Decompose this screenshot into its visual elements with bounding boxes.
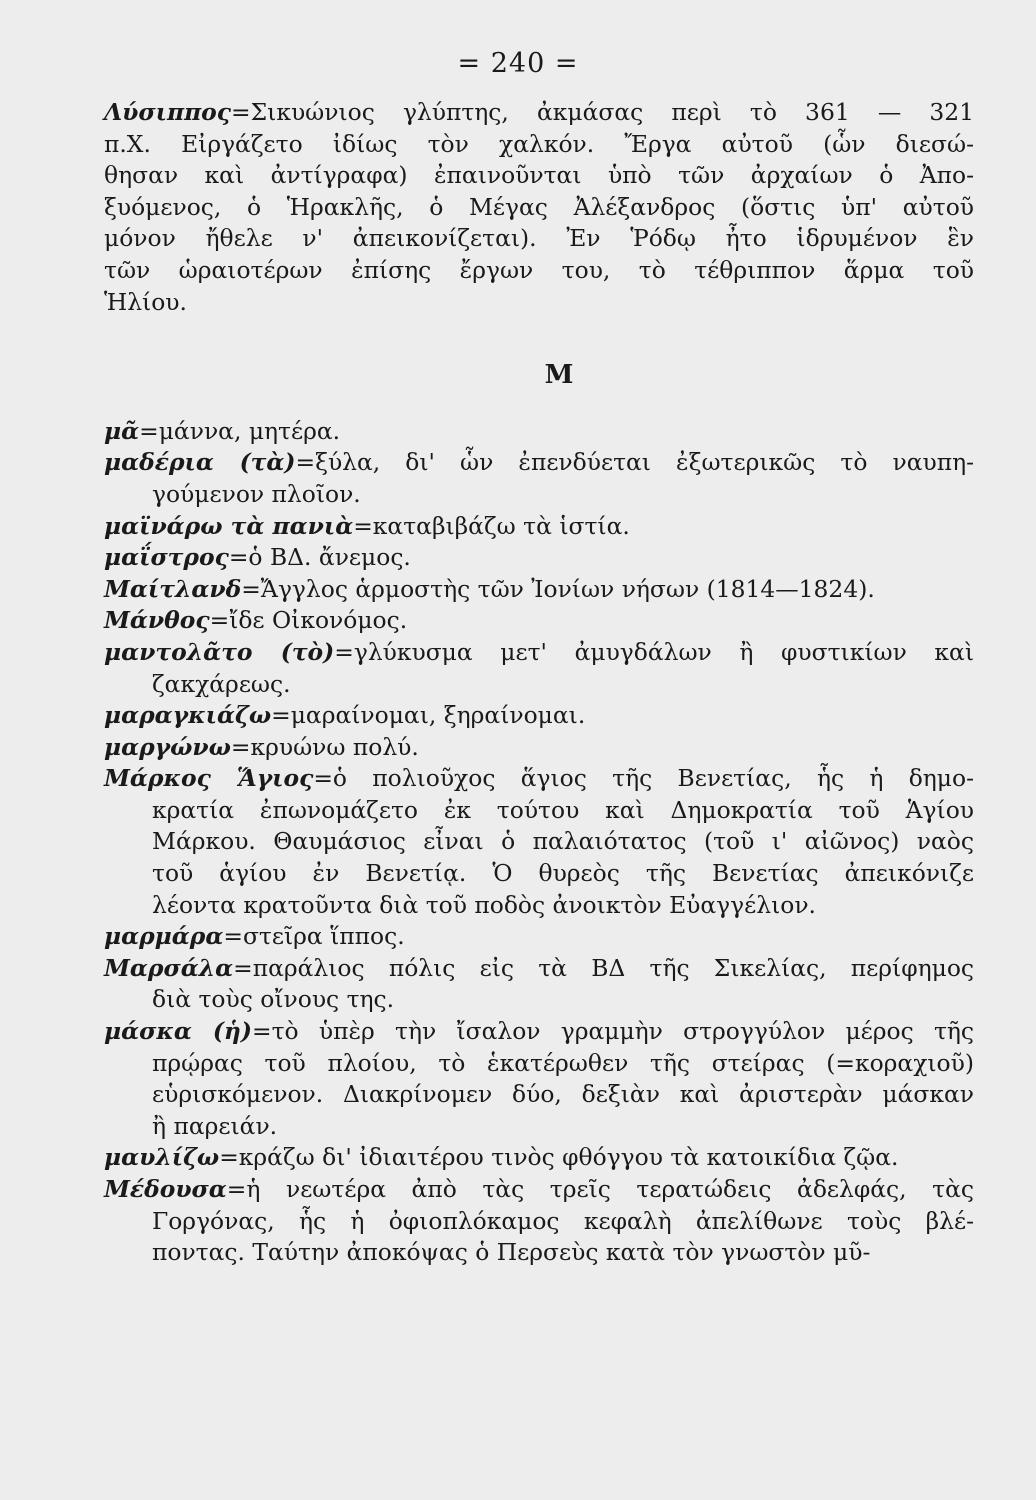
entry-first-line: [104, 511, 974, 543]
entry-line: εὑρισκόμενον. Διακρίνομεν δύο, δεξιὰν καὶ ἀριστερὰν μάσκαν: [152, 1080, 974, 1109]
entry-definition: =μάννα, μητέρα.: [139, 416, 341, 445]
dictionary-entry: [104, 953, 974, 1016]
entry-first-line: [104, 953, 974, 985]
dictionary-entry: [104, 1174, 974, 1269]
entry-first-line: [104, 605, 974, 637]
entry-headword: Μέδουσα: [104, 1175, 227, 1203]
entry-first-line: [104, 1174, 974, 1206]
entry-line: τῶν ὡραιοτέρων ἐπίσης ἔργων του, τὸ τέθριππον ἅρμα τοῦ: [104, 255, 974, 284]
dictionary-entry: [104, 732, 974, 764]
entry-definition: =ὁ πολιοῦχος ἅγιος τῆς Βενετίας, ἧς ἡ δημο-: [313, 764, 974, 793]
entry-first-line: [104, 637, 974, 669]
entry-line: =Σικυώνιος γλύπτης, ἀκμάσας περὶ τὸ 361 — 321: [231, 98, 974, 126]
entry-definition: =Ἄγγλος ἁρμοστὴς τῶν Ἰονίων νήσων (1814—1824).: [241, 574, 875, 603]
entry-first-line: [104, 921, 974, 953]
entry-headword: μάσκα (ἡ): [104, 1017, 252, 1046]
entry-line: κρατία ἐπωνομάζετο ἐκ τούτου καὶ Δημοκρατία τοῦ Ἁγίου: [152, 795, 974, 824]
entry-first-line: [104, 542, 974, 574]
entry-definition: =ὁ ΒΔ. ἄνεμος.: [228, 543, 411, 572]
dictionary-entry: [104, 511, 974, 543]
page-text: [104, 97, 974, 1269]
entry-line: ἢ παρειάν.: [152, 1111, 278, 1140]
entry-headword: μαΐστρος: [104, 543, 229, 572]
entry-headword: μᾶ: [104, 416, 140, 445]
entry-first-line: [104, 763, 974, 795]
entry-line: θησαν καὶ ἀντίγραφα) ἐπαινοῦνται ὑπὸ τῶν ἀρχαίων ὁ Ἀπο-: [104, 161, 974, 190]
entry-first-line: [104, 732, 974, 764]
entry-line: ξυόμενος, ὁ Ἡρακλῆς, ὁ Μέγας Ἀλέξανδρος (ὅστις ὑπ' αὐτοῦ: [104, 192, 974, 221]
entry-headword: Μάρκος Ἅγιος: [104, 764, 314, 793]
entry-line: ζακχάρεως.: [152, 669, 291, 698]
entry-line: τοῦ ἁγίου ἐν Βενετίᾳ. Ὁ θυρεὸς τῆς Βενετίας ἀπεικόνιζε: [152, 859, 974, 888]
entry-first-line: [104, 700, 974, 732]
entry-definition: =καταβιβάζω τὰ ἱστία.: [353, 511, 630, 540]
entry-line: πρῴρας τοῦ πλοίου, τὸ ἑκατέρωθεν τῆς στείρας (=κοραχιοῦ): [152, 1048, 974, 1077]
dictionary-entry: [104, 700, 974, 732]
dictionary-entry: [104, 637, 974, 700]
entry-headword: Μαρσάλα: [104, 953, 234, 982]
entry-line: διὰ τοὺς οἴνους της.: [152, 985, 395, 1014]
page-number: = 240 =: [457, 48, 579, 79]
dictionary-entry: [104, 447, 974, 510]
entry-list: [104, 416, 974, 1269]
entry-definition: =παράλιος πόλις εἰς τὰ ΒΔ τῆς Σικελίας, περίφημος: [233, 953, 974, 982]
dictionary-entry: [104, 542, 974, 574]
entry-definition: =κράζω δι' ἰδιαιτέρου τινὸς φθόγγου τὰ κατοικίδια ζῷα.: [219, 1143, 899, 1172]
entry-line: γούμενον πλοῖον.: [152, 479, 361, 508]
entry-first-line: [104, 97, 974, 129]
entry-first-line: [104, 1142, 974, 1174]
entry-definition: =τὸ ὑπὲρ τὴν ἴσαλον γραμμὴν στρογγύλον μέρος τῆς: [252, 1017, 974, 1046]
entry-headword: μαϊνάρω τὰ πανιὰ: [104, 511, 354, 540]
entry-definition: =ἡ νεωτέρα ἀπὸ τὰς τρεῖς τερατώδεις ἀδελφάς, τὰς: [226, 1175, 974, 1203]
dictionary-entry: [104, 574, 974, 606]
entry-first-line: [104, 1016, 974, 1048]
dictionary-entry: [104, 416, 974, 448]
section-letter: Μ: [544, 360, 574, 391]
dictionary-entry: [104, 1016, 974, 1142]
entry-line: μόνον ἤθελε ν' ἀπεικονίζεται). Ἐν Ῥόδῳ ἦτο ἱδρυμένον ἓν: [104, 224, 974, 253]
dictionary-entry: [104, 1142, 974, 1174]
entry-definition: =στεῖρα ἵππος.: [223, 922, 405, 951]
entry-headword: Μάνθος: [104, 606, 210, 635]
entry-headword: μαδέρια (τὰ): [104, 448, 296, 477]
entry-headword: Μαίτλανδ: [104, 574, 242, 603]
entry-definition: =κρυώνω πολύ.: [230, 732, 419, 761]
entry-definition: =γλύκυσμα μετ' ἀμυγδάλων ἢ φυστικίων καὶ: [334, 637, 974, 666]
entry-line: Ἡλίου.: [104, 287, 187, 316]
entry-headword: Λύσιππος: [104, 98, 232, 126]
entry-line: λέοντα κρατοῦντα διὰ τοῦ ποδὸς ἀνοικτὸν Εὐαγγέλιον.: [152, 890, 816, 919]
dictionary-entry: [104, 921, 974, 953]
entry-headword: μαραγκιάζω: [104, 701, 272, 730]
entry-lysippos: [104, 97, 974, 318]
entry-headword: μαργώνω: [104, 732, 231, 761]
entry-line: Μάρκου. Θαυμάσιος εἶναι ὁ παλαιότατος (τοῦ ι' αἰῶνος) ναὸς: [152, 827, 974, 856]
entry-definition: =ἴδε Οἰκονόμος.: [209, 606, 408, 635]
entry-first-line: [104, 447, 974, 479]
dictionary-entry: [104, 605, 974, 637]
entry-first-line: [104, 574, 974, 606]
entry-first-line: [104, 416, 974, 448]
entry-headword: μαυλίζω: [104, 1143, 220, 1172]
entry-definition: =μαραίνομαι, ξηραίνομαι.: [271, 701, 586, 730]
entry-line: π.Χ. Εἰργάζετο ἰδίως τὸν χαλκόν. Ἔργα αὐτοῦ (ὧν διεσώ-: [104, 129, 974, 158]
dictionary-entry: [104, 763, 974, 921]
entry-line: Γοργόνας, ἧς ἡ ὀφιοπλόκαμος κεφαλὴ ἀπελίθωνε τοὺς βλέ-: [152, 1206, 974, 1235]
entry-line: ποντας. Ταύτην ἀποκόψας ὁ Περσεὺς κατὰ τὸν γνωστὸν μῦ-: [152, 1238, 871, 1267]
entry-headword: μαρμάρα: [104, 922, 224, 951]
entry-headword: μαντολᾶτο (τὸ): [104, 637, 335, 666]
entry-definition: =ξύλα, δι' ὧν ἐπενδύεται ἐξωτερικῶς τὸ ναυπη-: [295, 448, 974, 477]
